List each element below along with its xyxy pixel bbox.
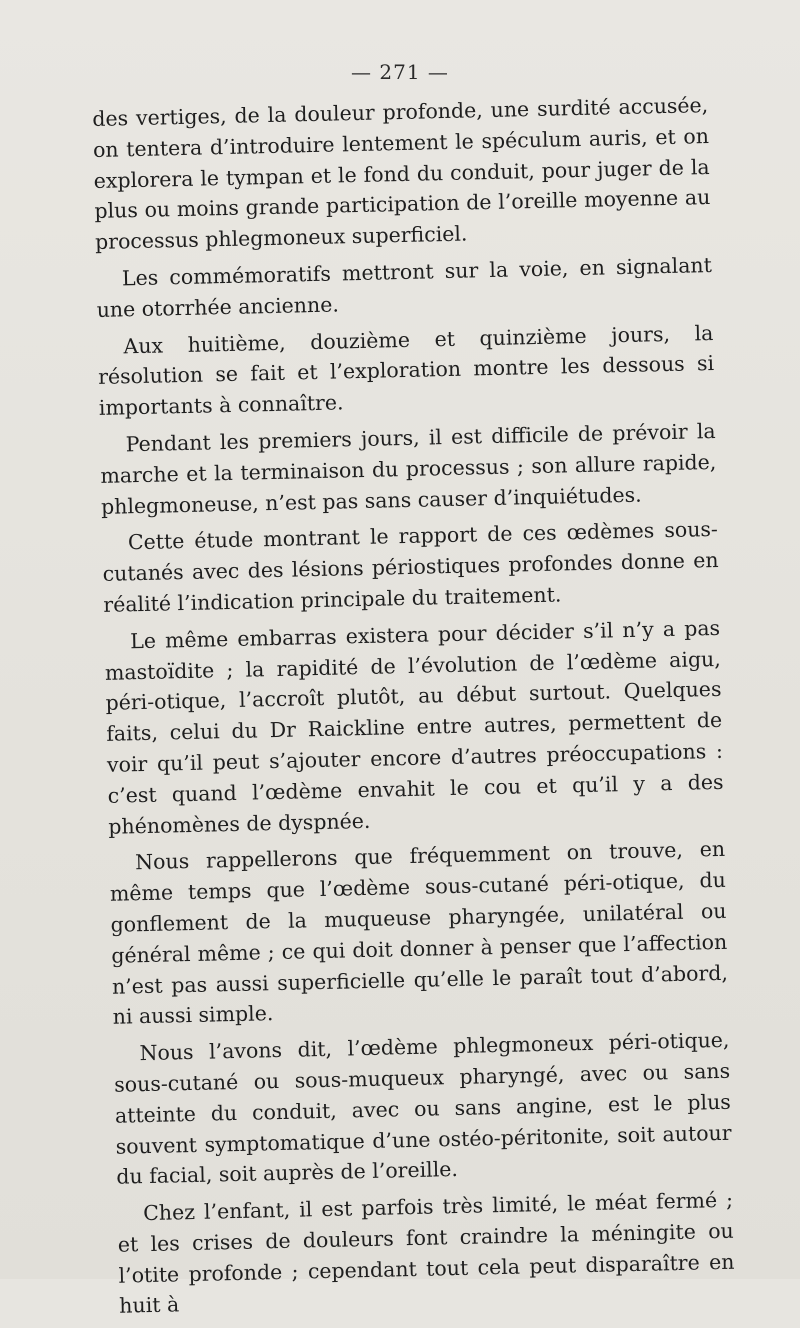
paragraph-8: Nous l’avons dit, l’œdème phlegmoneux péri-otique, sous-cutané ou sous-muqueux pharyngé, avec ou sans atteinte du conduit, avec ou sans angine, est le plus souvent symptomatique d’une ostéo-péritonite, soit autour du facial, soit auprès de l’oreille. <box>113 1027 732 1190</box>
paragraph-2: Les commémoratifs mettront sur la voie, en signalant une otorrhée ancienne. <box>96 252 713 322</box>
body-text <box>92 90 736 1328</box>
paragraph-1: des vertiges, de la douleur profonde, une surdité accusée, on tentera d’introduire lentement le spéculum auris, et on explorera le tympan et le fond du conduit, pour juger de la plus ou moins grande participation de l’oreille moyenne au processus phlegmoneux superficiel. <box>92 93 711 255</box>
paragraph-4: Pendant les premiers jours, il est difficile de prévoir la marche et la terminaison du processus ; son allure rapide, phlegmoneuse, n’est pas sans causer d’inquiétudes. <box>100 418 717 519</box>
paragraph-6: Le même embarras existera pour décider s’il n’y a pas mastoïdite ; la rapidité de l’évolution de l’œdème aigu, péri-otique, l’accroît plutôt, au début surtout. Quelques faits, celui du Dr Raickline entre autres, permettent de voir qu’il peut s’ajouter encore d’autres préoccupations : c’est quand l’œdème envahit le cou et qu’il y a des phénomènes de dyspnée. <box>104 615 724 839</box>
page-number: — 271 — <box>351 60 449 84</box>
paragraph-5: Cette étude montrant le rapport de ces œdèmes sous-cutanés avec des lésions périostiques profondes donne en réalité l’indication principale du traitement. <box>102 517 719 617</box>
paragraph-9: Chez l’enfant, il est parfois très limité, le méat fermé ; et les crises de douleurs font craindre la méningite ou l’otite profonde ; cependant tout cela peut disparaître en huit à <box>117 1187 735 1319</box>
paragraph-7: Nous rappellerons que fréquemment on trouve, en même temps que l’œdème sous-cutané péri-otique, du gonflement de la muqueuse pharyngée, unilatéral ou général même ; ce qui doit donner à penser que l’affection n’est pas aussi superficielle qu’elle le paraît tout d’abord, ni aussi simple. <box>109 837 729 1030</box>
paragraph-3: Aux huitième, douzième et quinzième jours, la résolution se fait et l’exploration montre les dessous si importants à connaître. <box>97 320 715 421</box>
